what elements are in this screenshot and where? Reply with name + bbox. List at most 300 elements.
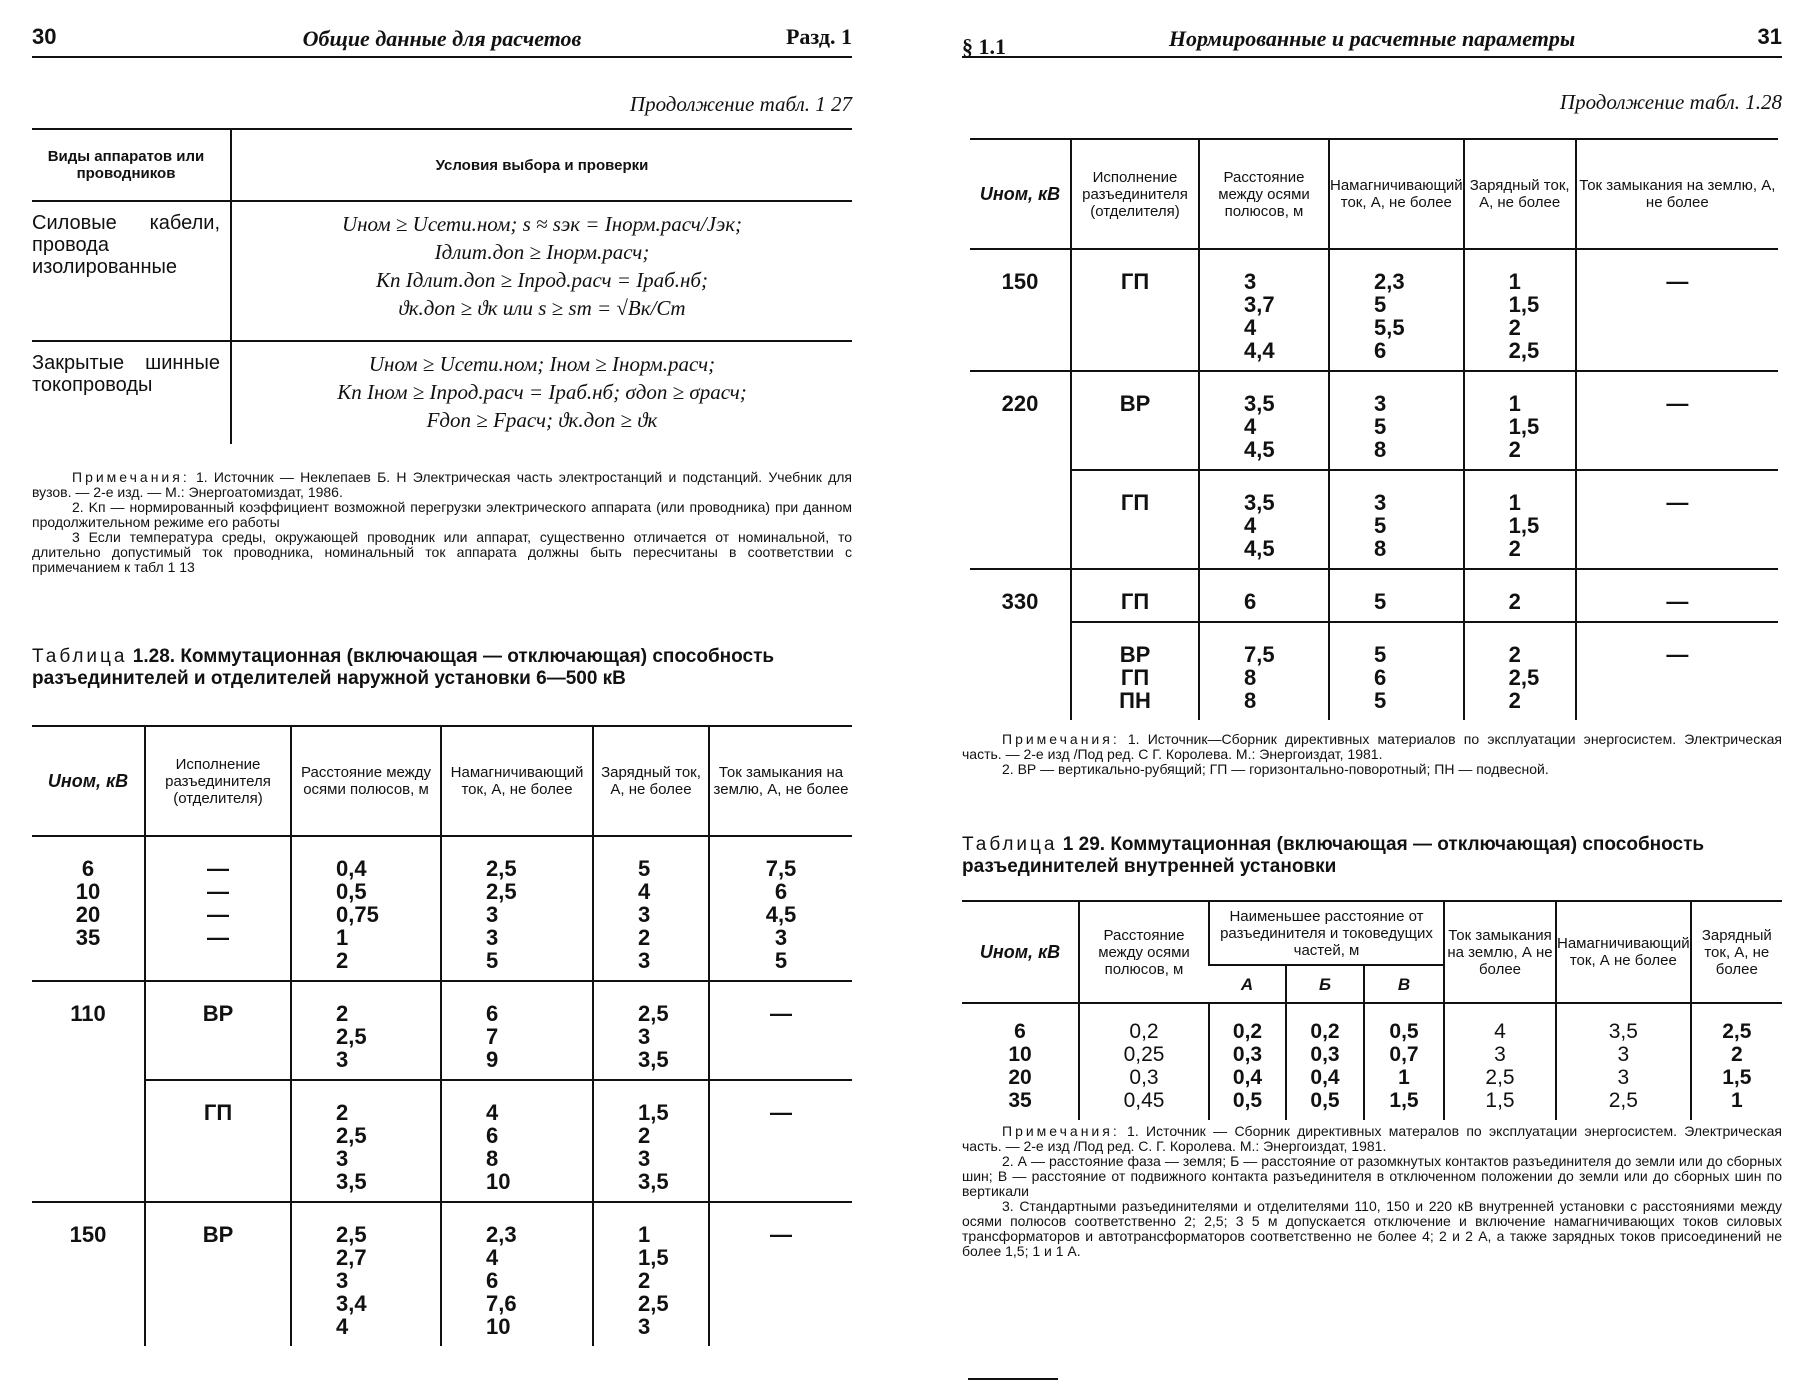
notes-table-1-27 bbox=[32, 470, 852, 575]
cell-value: 2,5 bbox=[336, 1222, 367, 1247]
col-distance bbox=[1199, 622, 1329, 720]
caption-text: 1.28. Коммутационная (включающая — отключающая) способность разъединителей и отделителей наружной установки 6—500 кВ bbox=[32, 646, 775, 689]
cell-value: 1,5 bbox=[1508, 414, 1540, 439]
cell-value: 5,5 bbox=[1374, 315, 1405, 340]
formula-line: Kп Iном ≥ Iпрод.расч = Iраб.нб; σдоп ≥ σрасч; bbox=[337, 380, 747, 404]
col-charging bbox=[1464, 371, 1576, 470]
page-number: 30 bbox=[32, 24, 57, 49]
col-unom bbox=[32, 981, 145, 1080]
col-unom bbox=[970, 470, 1071, 569]
cell-value: 0,5 bbox=[1389, 1020, 1419, 1043]
cell-value: 2,5 bbox=[486, 856, 517, 881]
cell-value: 2,3 bbox=[486, 1222, 517, 1247]
col-magnetizing bbox=[441, 1080, 593, 1202]
footer-rule bbox=[968, 1378, 1058, 1380]
note-2: 2. Kп — нормированный коэффициент возможной перегрузки электрического аппарата (или проводника) при данном продолжительном режиме его работы bbox=[32, 499, 852, 530]
cell-value: 0,2 bbox=[1310, 1020, 1340, 1043]
cell-value: 2,5 bbox=[638, 1291, 669, 1316]
notes-label: Примечания: bbox=[1002, 1123, 1120, 1139]
left-page bbox=[32, 0, 852, 1386]
cell-value: 6 bbox=[774, 879, 788, 904]
cell-value: 2,5 bbox=[336, 1024, 367, 1049]
col-ground-fault bbox=[709, 836, 852, 981]
col-b bbox=[1286, 1003, 1364, 1120]
header-charging: Зарядный ток, А, не более bbox=[593, 726, 709, 836]
cell-value: 2,5 bbox=[1608, 1089, 1638, 1112]
formula-line: Kп Iдлит.доп ≥ Iпрод.расч = Iраб.нб; bbox=[376, 268, 708, 292]
section-label: § 1.1 bbox=[962, 34, 1006, 59]
cell-value: 2,5 bbox=[486, 879, 517, 904]
cell-value: 6 bbox=[1014, 1020, 1026, 1043]
col-v bbox=[1364, 1003, 1444, 1120]
cell-value: 1,5 bbox=[1485, 1089, 1515, 1112]
header-execution: Исполнение разъединителя (отделителя) bbox=[145, 726, 291, 836]
cell-value: ГП bbox=[1120, 269, 1150, 294]
cell-value: ГП bbox=[203, 1100, 233, 1125]
header-magnetizing: Намагничивающий ток, А, не более bbox=[1329, 139, 1464, 249]
formula-line: ϑк.доп ≥ ϑк или s ≥ sт = √Bк/Cт bbox=[398, 296, 686, 320]
header-a: А bbox=[1209, 965, 1286, 1003]
cell-value: 0,4 bbox=[1232, 1066, 1263, 1089]
cell-value: 1 bbox=[1508, 391, 1521, 416]
cell-value: 4 bbox=[486, 1100, 499, 1125]
cell-value: 5 bbox=[774, 948, 788, 973]
col-execution bbox=[1071, 622, 1199, 720]
note-1: 1. Источник—Сборник директивных материалов по эксплуатации энергосистем. Электрическая часть. — 2-е изд /Под ред. С Г. Королева. М.: Энергоиздат, 1981. bbox=[962, 731, 1782, 762]
cell-value: 1 bbox=[336, 925, 349, 950]
table-1-27-continuation bbox=[32, 128, 852, 444]
cell-value: 3 bbox=[486, 925, 499, 950]
caption-text: 1 29. Коммутационная (включающая — отключающая) способность разъединителей внутренней установки bbox=[962, 834, 1705, 877]
running-head bbox=[962, 22, 1782, 58]
table-row bbox=[32, 201, 852, 341]
cell-value: 0,2 bbox=[1232, 1020, 1263, 1043]
note-3: 3 Если температура среды, окружающей проводник или аппарат, существенно отличается от номинальной, то длительно допустимый ток проводника, номинальный ток аппарата должны быть пересчитаны в соответствии с примечанием к табл 1 13 bbox=[32, 529, 852, 575]
col-magnetizing bbox=[1329, 622, 1464, 720]
col-execution bbox=[1071, 249, 1199, 371]
note-2: 2. А — расстояние фаза — земля; Б — расстояние от разомкнутых контактов разъединителя до земли или до сборных шин; В — расстояние от подвижного контакта разъединителя в отключенном положении до земли или до сборных шин по вертикали bbox=[962, 1153, 1782, 1199]
cell-value: 110 bbox=[70, 1001, 106, 1026]
cell-value: 0,45 bbox=[1123, 1089, 1165, 1112]
cell-value: 5 bbox=[1374, 292, 1387, 317]
col-magnetizing bbox=[1329, 371, 1464, 470]
cell-value: 4,5 bbox=[1244, 437, 1275, 462]
col-ground-fault bbox=[1576, 470, 1778, 569]
cell-value: 0,7 bbox=[1389, 1043, 1419, 1066]
col-magnetizing bbox=[1329, 249, 1464, 371]
cell-value: 3,5 bbox=[638, 1047, 669, 1072]
cell-value: 2,7 bbox=[336, 1245, 367, 1270]
table-1-28 bbox=[32, 725, 852, 1346]
col-distance bbox=[1199, 371, 1329, 470]
col-execution bbox=[145, 1202, 291, 1346]
header-distance: Расстояние между осями полюсов, м bbox=[1199, 139, 1329, 249]
header-unom: Uном, кВ bbox=[32, 726, 145, 836]
row-kind: Силовые кабели, провода изолированные bbox=[32, 201, 231, 341]
cell-value: 4,4 bbox=[1244, 338, 1275, 363]
table-body bbox=[32, 836, 852, 1346]
cell-value: 2 bbox=[1508, 642, 1521, 667]
caption-label: Таблица bbox=[962, 834, 1058, 855]
cell-value: 0,25 bbox=[1123, 1043, 1165, 1066]
cell-value: 1,5 bbox=[1722, 1066, 1752, 1089]
cell-value: 3 bbox=[336, 1047, 349, 1072]
col-distance bbox=[1079, 1003, 1209, 1120]
col-distance bbox=[291, 981, 441, 1080]
cell-value: 10 bbox=[1008, 1043, 1032, 1066]
col-execution bbox=[145, 981, 291, 1080]
continuation-label: Продолжение табл. 1 27 bbox=[629, 92, 852, 116]
cell-value: 3 bbox=[1374, 391, 1387, 416]
cell-value: — bbox=[207, 856, 229, 881]
col-ground-fault bbox=[1576, 249, 1778, 371]
cell-value: — bbox=[1666, 589, 1689, 614]
cell-value: 2,5 bbox=[638, 1001, 669, 1026]
col-magnetizing bbox=[1556, 1003, 1691, 1120]
cell-value: 1 bbox=[1730, 1089, 1743, 1112]
cell-value: 3,5 bbox=[1244, 391, 1275, 416]
col-execution bbox=[145, 1080, 291, 1202]
cell-value: 7,5 bbox=[765, 856, 797, 881]
col-distance bbox=[1199, 249, 1329, 371]
cell-value: 3 bbox=[638, 1024, 651, 1049]
table-row bbox=[970, 249, 1778, 371]
cell-value: 4 bbox=[1244, 315, 1257, 340]
cell-value: — bbox=[1666, 490, 1689, 515]
cell-value: 2,5 bbox=[1722, 1020, 1752, 1043]
table-1-28-caption bbox=[32, 646, 852, 690]
cell-value: — bbox=[1666, 269, 1689, 294]
col-ground-fault bbox=[1576, 569, 1778, 622]
cell-value: 0,5 bbox=[1310, 1089, 1340, 1112]
cell-value: 1,5 bbox=[1389, 1089, 1419, 1112]
cell-value: ВР bbox=[1119, 391, 1151, 416]
cell-value: 2,5 bbox=[1508, 338, 1540, 363]
cell-value: 6 bbox=[486, 1001, 499, 1026]
header-ground-fault: Ток замыкания на землю, А не более bbox=[1444, 901, 1556, 1003]
notes-label: Примечания: bbox=[72, 469, 190, 485]
cell-value: 4 bbox=[486, 1245, 499, 1270]
notes-label: Примечания: bbox=[1002, 731, 1120, 747]
table-1-29-caption bbox=[962, 834, 1782, 878]
cell-value: 0,3 bbox=[1129, 1066, 1159, 1089]
cell-value: ГП bbox=[1120, 665, 1150, 690]
cell-value: 6 bbox=[1374, 665, 1387, 690]
header-magnetizing: Намагничивающий ток, А, не более bbox=[441, 726, 593, 836]
cell-value: 6 bbox=[1244, 589, 1257, 614]
header-magnetizing: Намагничивающий ток, А не более bbox=[1556, 901, 1691, 1003]
cell-value: 2 bbox=[638, 925, 651, 950]
cell-value: 5 bbox=[1374, 589, 1387, 614]
header-v: В bbox=[1364, 965, 1444, 1003]
col-unom bbox=[970, 371, 1071, 470]
cell-value: — bbox=[1666, 391, 1689, 416]
cell-value: ГП bbox=[1120, 589, 1150, 614]
cell-value: 6 bbox=[486, 1268, 499, 1293]
section-label: Разд. 1 bbox=[785, 24, 852, 49]
col-charging bbox=[593, 1202, 709, 1346]
header-kind: Виды аппаратов или проводников bbox=[32, 129, 231, 201]
table-1-28-continuation bbox=[970, 138, 1778, 720]
col-magnetizing bbox=[441, 981, 593, 1080]
cell-value: 3 bbox=[774, 925, 788, 950]
cell-value: ВР bbox=[1119, 642, 1151, 667]
col-charging bbox=[593, 981, 709, 1080]
cell-value: 2 bbox=[1508, 315, 1521, 340]
cell-value: 2,5 bbox=[336, 1123, 367, 1148]
col-distance bbox=[291, 836, 441, 981]
cell-value: 6 bbox=[81, 856, 95, 881]
cell-value: 0,5 bbox=[336, 879, 367, 904]
table-row bbox=[970, 569, 1778, 622]
col-unom bbox=[970, 569, 1071, 622]
cell-value: 3,5 bbox=[336, 1169, 367, 1194]
col-execution bbox=[145, 836, 291, 981]
formula-line: Uном ≥ Uсети.ном; s ≈ sэк = Iнорм.расч/Jэк; bbox=[341, 212, 743, 236]
caption-label: Таблица bbox=[32, 646, 128, 667]
cell-value: 5 bbox=[1374, 513, 1387, 538]
cell-value: 3 bbox=[638, 1146, 651, 1171]
cell-value: 0,3 bbox=[1232, 1043, 1263, 1066]
cell-value: 2 bbox=[638, 1268, 651, 1293]
cell-value: 0,75 bbox=[336, 902, 379, 927]
cell-value: 8 bbox=[1244, 688, 1257, 713]
col-a bbox=[1209, 1003, 1286, 1120]
cell-value: 3 bbox=[486, 902, 499, 927]
cell-value: 3,5 bbox=[1244, 490, 1275, 515]
header-ground-fault: Ток замыкания на землю, А, не более bbox=[1576, 139, 1778, 249]
cell-value: 8 bbox=[1374, 536, 1387, 561]
col-unom bbox=[970, 622, 1071, 720]
table-body bbox=[970, 249, 1778, 720]
cell-value: 10 bbox=[486, 1314, 511, 1339]
cell-value: 2,5 bbox=[1485, 1066, 1515, 1089]
note-2: 2. ВР — вертикально-рубящий; ГП — горизонтально-поворотный; ПН — подвесной. bbox=[1002, 761, 1549, 777]
col-unom bbox=[32, 1202, 145, 1346]
cell-value: 0,4 bbox=[336, 856, 367, 881]
cell-value: 5 bbox=[486, 948, 499, 973]
cell-value: 330 bbox=[1001, 589, 1039, 614]
note-3: 3. Стандартными разъединителями и отделителями 110, 150 и 220 кВ внутренней установки с расстояниями между осями полюсов соответственно 2; 2,5; 3 5 м допускается отключение и включение намагничивающих токов силовых трансформаторов и автотрансформаторов соответственно не более 4; 2 и 2 А, а также зарядных токов присоединений не более 1,5; 1 и 1 А. bbox=[962, 1198, 1782, 1259]
header-conditions: Условия выбора и проверки bbox=[231, 129, 852, 201]
cell-value: 8 bbox=[1244, 665, 1257, 690]
cell-value: 2 bbox=[1508, 688, 1521, 713]
row-conditions bbox=[231, 341, 852, 444]
cell-value: 2 bbox=[336, 948, 349, 973]
cell-value: 3 bbox=[336, 1146, 349, 1171]
col-magnetizing bbox=[441, 836, 593, 981]
cell-value: 4 bbox=[1244, 414, 1257, 439]
table-row bbox=[970, 470, 1778, 569]
cell-value: 20 bbox=[75, 902, 101, 927]
col-magnetizing bbox=[1329, 569, 1464, 622]
cell-value: 4 bbox=[336, 1314, 349, 1339]
header-charging: Зарядный ток, А, не более bbox=[1691, 901, 1782, 1003]
col-unom bbox=[962, 1003, 1079, 1120]
header-unom: Uном, кВ bbox=[962, 901, 1079, 1003]
cell-value: 5 bbox=[1374, 688, 1387, 713]
cell-value: 1,5 bbox=[638, 1100, 669, 1125]
cell-value: 1 bbox=[1508, 269, 1521, 294]
running-title: Нормированные и расчетные параметры bbox=[1168, 26, 1576, 51]
cell-value: 2,3 bbox=[1374, 269, 1405, 294]
cell-value: 7,6 bbox=[486, 1291, 517, 1316]
cell-value: 3,5 bbox=[638, 1169, 669, 1194]
running-title: Общие данные для расчетов bbox=[302, 26, 582, 51]
cell-value: ПН bbox=[1119, 688, 1151, 713]
cell-value: 3 bbox=[1244, 269, 1257, 294]
cell-value: 3,7 bbox=[1244, 292, 1275, 317]
col-distance bbox=[291, 1080, 441, 1202]
cell-value: 3 bbox=[1374, 490, 1387, 515]
header-distance: Расстояние между осями полюсов, м bbox=[1079, 901, 1209, 1003]
page-number: 31 bbox=[1757, 24, 1782, 49]
cell-value: 4 bbox=[1244, 513, 1257, 538]
col-ground-fault bbox=[1444, 1003, 1556, 1120]
cell-value: 1,5 bbox=[638, 1245, 669, 1270]
col-charging bbox=[1464, 470, 1576, 569]
cell-value: 0,2 bbox=[1129, 1020, 1159, 1043]
cell-value: — bbox=[770, 1001, 792, 1026]
col-charging bbox=[593, 836, 709, 981]
header-ground-fault: Ток замыкания на землю, А, не более bbox=[709, 726, 852, 836]
cell-value: — bbox=[207, 879, 229, 904]
header-charging: Зарядный ток, А, не более bbox=[1464, 139, 1576, 249]
col-distance bbox=[1199, 569, 1329, 622]
formula-line: Iдлит.доп ≥ Iнорм.расч; bbox=[434, 240, 650, 264]
row-kind: Закрытые шинные токопроводы bbox=[32, 341, 231, 444]
cell-value: 2 bbox=[1508, 536, 1521, 561]
cell-value: 9 bbox=[486, 1047, 499, 1072]
col-execution bbox=[1071, 371, 1199, 470]
cell-value: 150 bbox=[1001, 269, 1039, 294]
cell-value: 150 bbox=[69, 1222, 107, 1247]
col-ground-fault bbox=[709, 1202, 852, 1346]
cell-value: 2 bbox=[1508, 437, 1521, 462]
cell-value: 220 bbox=[1001, 391, 1039, 416]
table-row bbox=[32, 981, 852, 1080]
table-row bbox=[32, 1202, 852, 1346]
col-unom bbox=[970, 249, 1071, 371]
col-distance bbox=[1199, 470, 1329, 569]
running-head bbox=[32, 22, 852, 58]
cell-value: 4 bbox=[1494, 1020, 1506, 1043]
col-magnetizing bbox=[1329, 470, 1464, 569]
cell-value: 0,3 bbox=[1310, 1043, 1340, 1066]
cell-value: 3,4 bbox=[336, 1291, 367, 1316]
cell-value: 5 bbox=[638, 856, 651, 881]
header-unom: Uном, кВ bbox=[970, 139, 1071, 249]
formula-line: Fдоп ≥ Fрасч; ϑк.доп ≥ ϑк bbox=[426, 408, 658, 432]
cell-value: 0,4 bbox=[1310, 1066, 1340, 1089]
cell-value: — bbox=[207, 902, 229, 927]
cell-value: 2 bbox=[1508, 589, 1521, 614]
formula-line: Uном ≥ Uсети.ном; Iном ≥ Iнорм.расч; bbox=[368, 352, 716, 376]
cell-value: 3,5 bbox=[1608, 1020, 1638, 1043]
cell-value: 3 bbox=[638, 948, 651, 973]
header-execution: Исполнение разъединителя (отделителя) bbox=[1071, 139, 1199, 249]
col-magnetizing bbox=[441, 1202, 593, 1346]
cell-value: 4 bbox=[638, 879, 651, 904]
table-row bbox=[962, 1003, 1782, 1120]
notes-table-1-29 bbox=[962, 1124, 1782, 1259]
cell-value: 5 bbox=[1374, 642, 1387, 667]
col-distance bbox=[291, 1202, 441, 1346]
row-conditions bbox=[231, 201, 852, 341]
col-unom bbox=[32, 1080, 145, 1202]
cell-value: 2 bbox=[336, 1001, 349, 1026]
cell-value: 1 bbox=[1508, 490, 1521, 515]
col-ground-fault bbox=[709, 981, 852, 1080]
cell-value: — bbox=[1666, 642, 1689, 667]
cell-value: 3 bbox=[638, 902, 651, 927]
cell-value: 6 bbox=[486, 1123, 499, 1148]
cell-value: — bbox=[770, 1100, 792, 1125]
cell-value: 4,5 bbox=[765, 902, 797, 927]
note-1: 1. Источник — Неклепаев Б. Н Электрическая часть электростанций и подстанций. Учебник для вузов. — 2-е изд. — М.: Энергоатомиздат, 1986. bbox=[32, 469, 853, 500]
cell-value: ВР bbox=[202, 1001, 234, 1026]
cell-value: 7 bbox=[486, 1024, 499, 1049]
col-ground-fault bbox=[709, 1080, 852, 1202]
cell-value: 35 bbox=[1008, 1089, 1032, 1112]
cell-value: 3 bbox=[638, 1314, 651, 1339]
col-ground-fault bbox=[1576, 371, 1778, 470]
cell-value: 1,5 bbox=[1508, 292, 1540, 317]
cell-value: 20 bbox=[1008, 1066, 1032, 1089]
table-row bbox=[970, 622, 1778, 720]
cell-value: ВР bbox=[202, 1222, 234, 1247]
cell-value: 2,5 bbox=[1508, 665, 1540, 690]
cell-value: 1 bbox=[1398, 1066, 1410, 1089]
table-row bbox=[32, 1080, 852, 1202]
col-unom bbox=[32, 836, 145, 981]
cell-value: 2 bbox=[336, 1100, 349, 1125]
cell-value: 3 bbox=[336, 1268, 349, 1293]
cell-value: 3 bbox=[1617, 1066, 1630, 1089]
table-row bbox=[32, 341, 852, 444]
cell-value: 2 bbox=[638, 1123, 651, 1148]
note-1: 1. Источник — Сборник директивных матералов по эксплуатации энергосистем. Электрическая часть. — 2-е изд /Под ред. С. Г. Королева. М.: Энергоиздат, 1981. bbox=[962, 1123, 1783, 1154]
col-charging bbox=[1464, 569, 1576, 622]
cell-value: 5 bbox=[1374, 414, 1387, 439]
header-b: Б bbox=[1286, 965, 1364, 1003]
cell-value: — bbox=[207, 925, 229, 950]
cell-value: ГП bbox=[1120, 490, 1150, 515]
notes-table-1-28 bbox=[962, 732, 1782, 777]
cell-value: 1 bbox=[638, 1222, 651, 1247]
col-charging bbox=[593, 1080, 709, 1202]
cell-value: 8 bbox=[486, 1146, 499, 1171]
cell-value: — bbox=[770, 1222, 792, 1247]
cell-value: 4,5 bbox=[1244, 536, 1275, 561]
cell-value: 1,5 bbox=[1508, 513, 1540, 538]
right-page bbox=[962, 0, 1782, 1386]
col-execution bbox=[1071, 569, 1199, 622]
cell-value: 10 bbox=[75, 879, 101, 904]
cell-value: 35 bbox=[75, 925, 101, 950]
cell-value: 2 bbox=[1730, 1043, 1743, 1066]
table-row bbox=[970, 371, 1778, 470]
cell-value: 3 bbox=[1494, 1043, 1506, 1066]
cell-value: 10 bbox=[486, 1169, 511, 1194]
table-1-29 bbox=[962, 900, 1782, 1120]
cell-value: 6 bbox=[1374, 338, 1387, 363]
col-charging bbox=[1464, 622, 1576, 720]
header-min-distance: Наименьшее расстояние от разъединителя и токоведущих частей, м bbox=[1209, 901, 1444, 965]
header-distance: Расстояние между осями полюсов, м bbox=[291, 726, 441, 836]
cell-value: 3 bbox=[1617, 1043, 1630, 1066]
continuation-label: Продолжение табл. 1.28 bbox=[1559, 90, 1782, 114]
